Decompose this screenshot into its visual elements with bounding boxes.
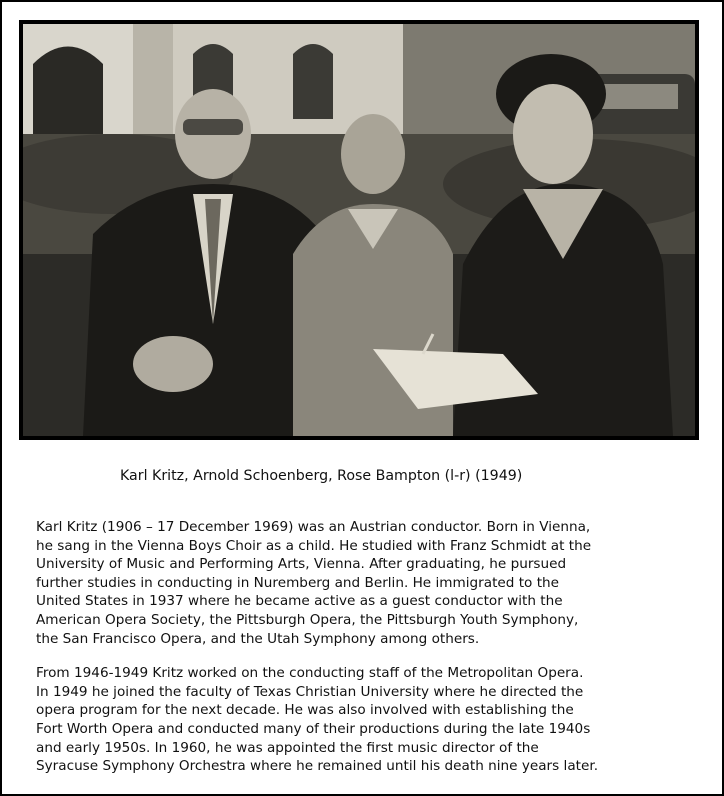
bio-line: Fort Worth Opera and conducted many of their productions during the late 1940s bbox=[36, 720, 591, 737]
bio-line: United States in 1937 where he became active as a guest conductor with the bbox=[36, 593, 563, 610]
bio-line: Syracuse Symphony Orchestra where he remained until his death nine years later. bbox=[36, 758, 599, 775]
bio-line: American Opera Society, the Pittsburgh Opera, the Pittsburgh Youth Symphony, bbox=[36, 611, 579, 628]
biography bbox=[36, 518, 696, 792]
bio-paragraph-1 bbox=[36, 518, 696, 648]
photo-frame bbox=[19, 20, 699, 440]
bio-line: and early 1950s. In 1960, he was appointed the first music director of the bbox=[36, 739, 539, 756]
bio-line: the San Francisco Opera, and the Utah Symphony among others. bbox=[36, 630, 480, 647]
bio-line: From 1946-1949 Kritz worked on the conducting staff of the Metropolitan Opera. bbox=[36, 665, 584, 682]
bio-line: opera program for the next decade. He was also involved with establishing the bbox=[36, 702, 574, 719]
bio-line: Karl Kritz (1906 – 17 December 1969) was an Austrian conductor. Born in Vienna, bbox=[36, 519, 591, 535]
bio-line: University of Music and Performing Arts, Vienna. After graduating, he pursued bbox=[36, 556, 567, 573]
photo-caption: Karl Kritz, Arnold Schoenberg, Rose Bampton (l-r) (1949) bbox=[120, 468, 523, 484]
photo-illustration bbox=[23, 24, 695, 436]
bio-line: In 1949 he joined the faculty of Texas Christian University where he directed the bbox=[36, 683, 584, 700]
historical-photo bbox=[23, 24, 695, 436]
bio-paragraph-2 bbox=[36, 664, 696, 776]
bio-line: he sang in the Vienna Boys Choir as a child. He studied with Franz Schmidt at the bbox=[36, 537, 592, 554]
bio-line: further studies in conducting in Nuremberg and Berlin. He immigrated to the bbox=[36, 574, 560, 591]
